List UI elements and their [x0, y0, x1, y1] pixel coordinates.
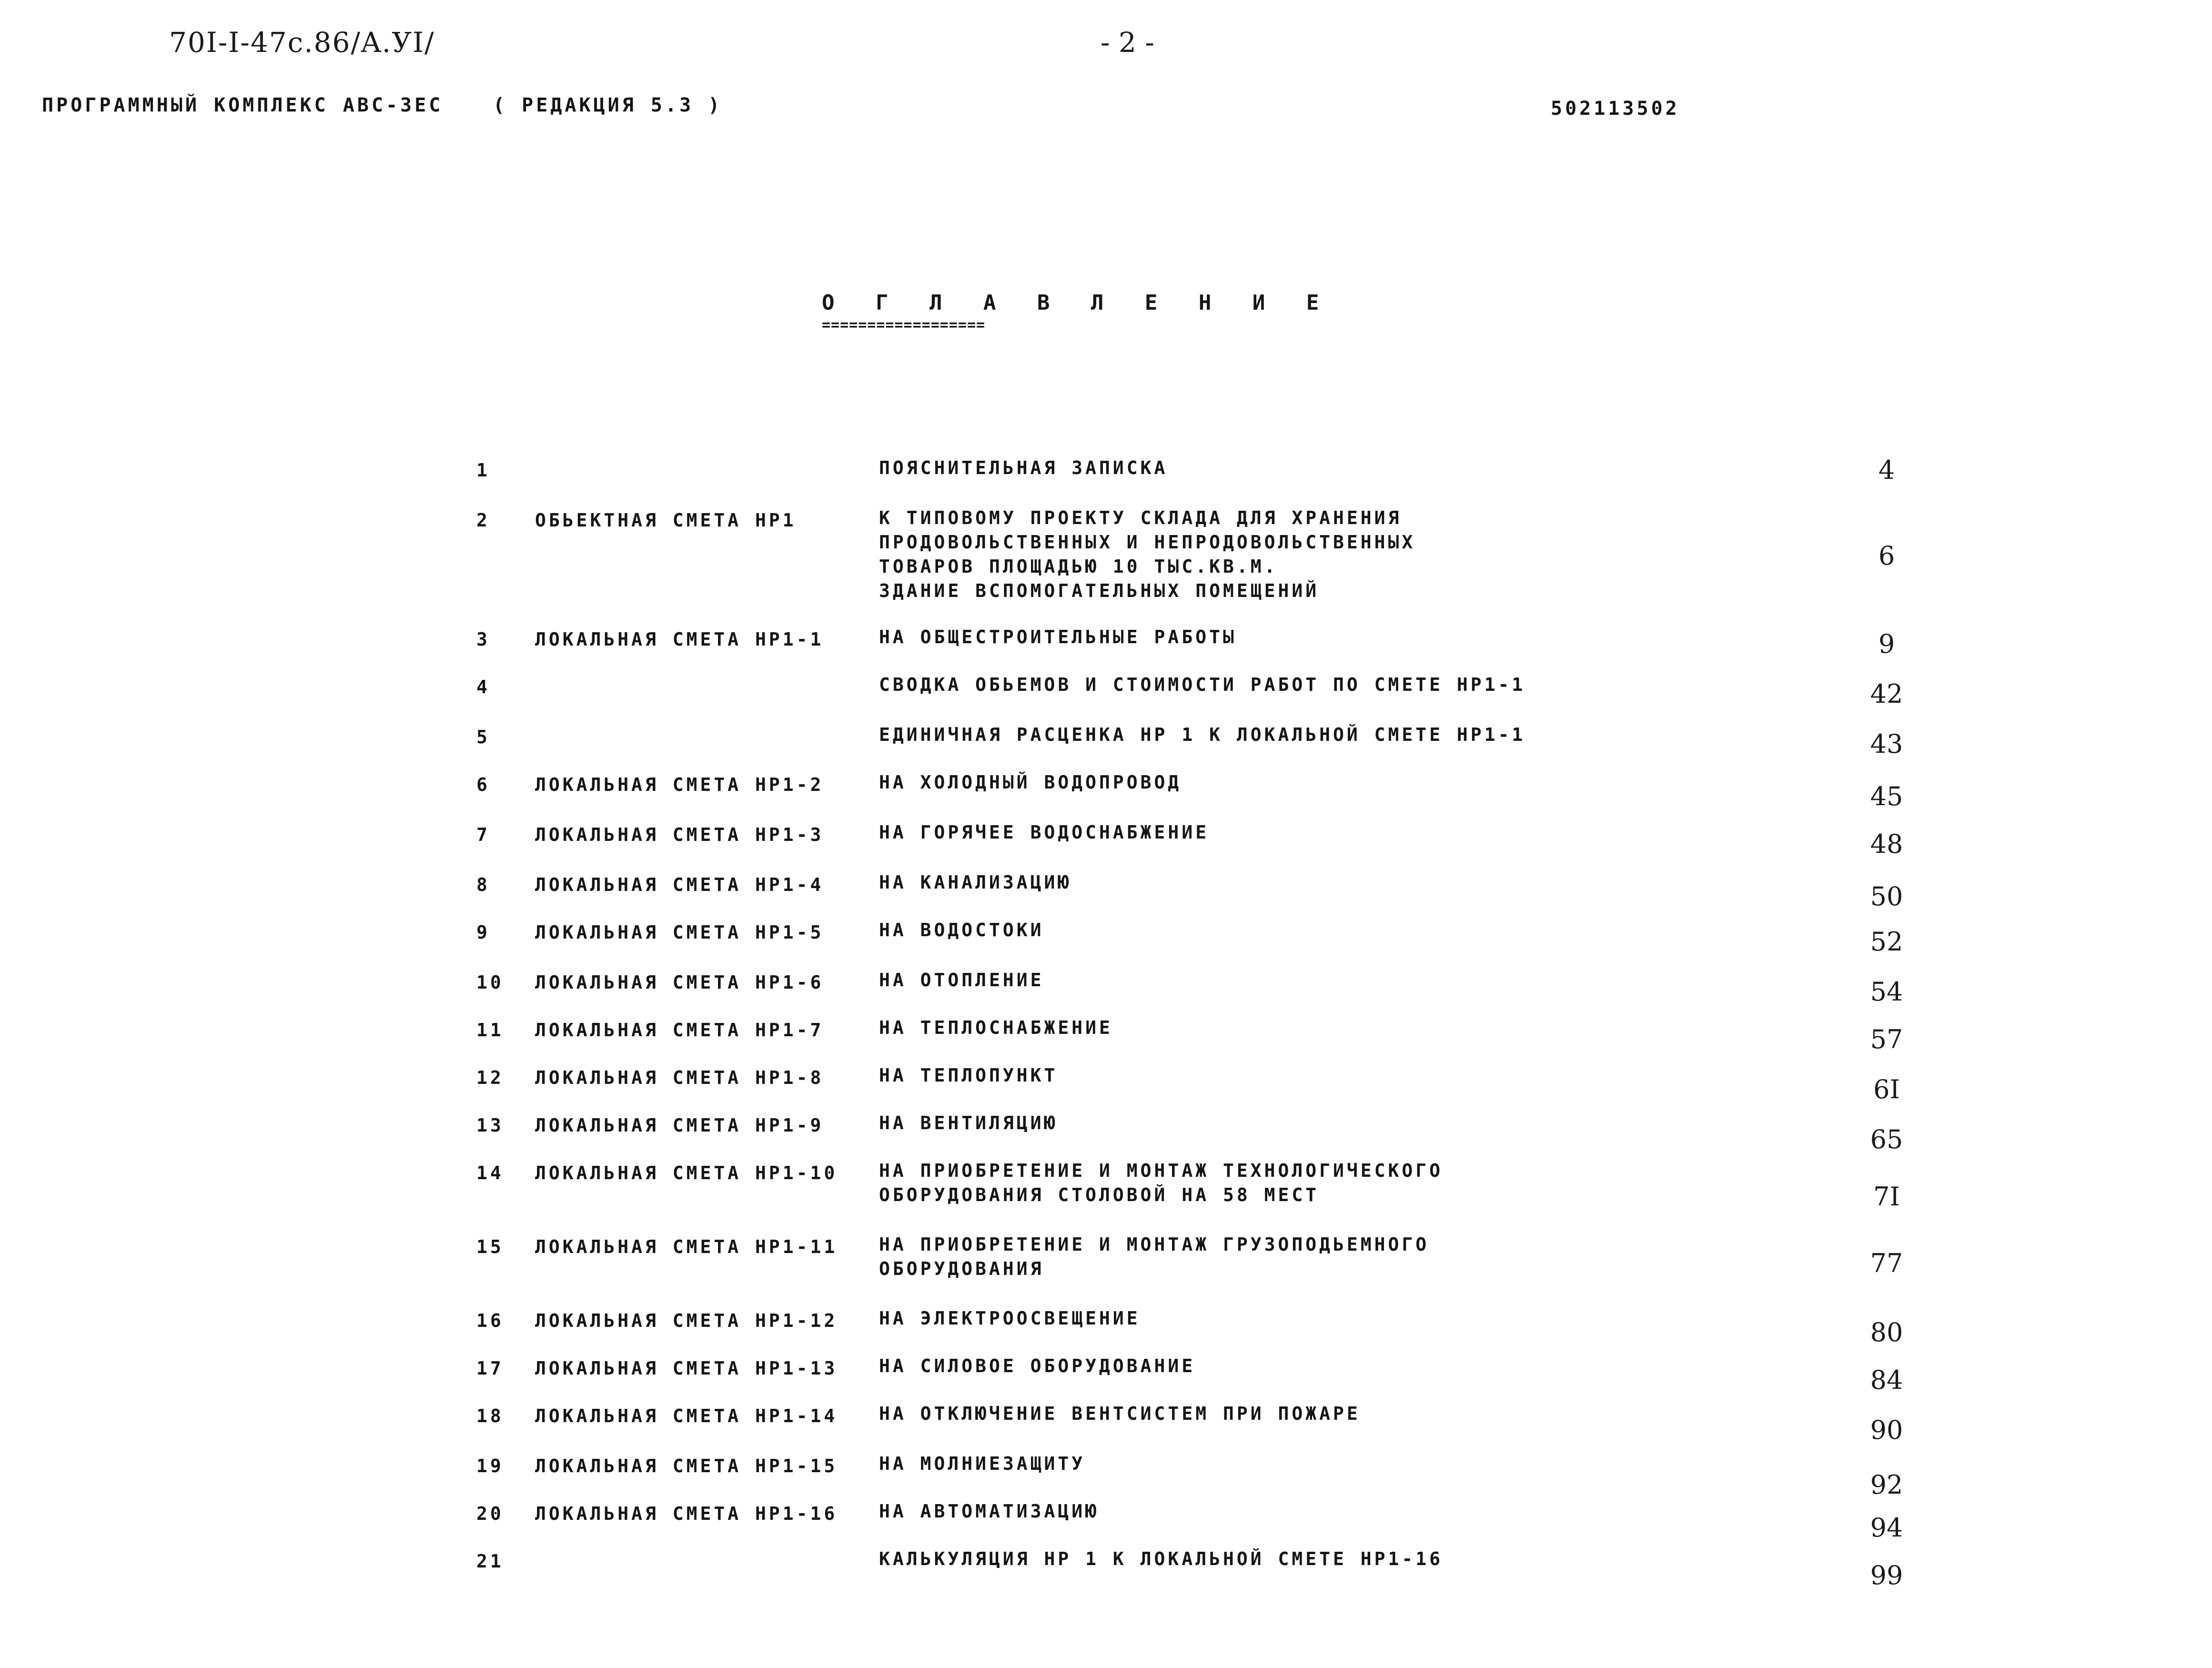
description-line: НА ВЕНТИЛЯЦИЮ [879, 1112, 1058, 1133]
entry-description [879, 625, 1237, 649]
entry-description [879, 1016, 1113, 1040]
entry-description [879, 723, 1525, 747]
entry-estimate-type: ЛОКАЛЬНАЯ СМЕТА НР1-3 [535, 824, 824, 845]
entry-page-number: 48 [1870, 829, 1903, 859]
entry-description [879, 1111, 1058, 1135]
entry-page-number: 9 [1878, 629, 1895, 659]
description-line: ТОВАРОВ ПЛОЩАДЬЮ 10 ТЫС.КВ.М. [879, 556, 1278, 577]
entry-page-number: 57 [1870, 1024, 1903, 1054]
entry-description [879, 918, 1044, 942]
entry-number: 12 [476, 1067, 504, 1088]
description-line: ПОЯСНИТЕЛЬНАЯ ЗАПИСКА [879, 457, 1168, 478]
entry-description [879, 770, 1182, 795]
entry-number: 20 [476, 1503, 504, 1524]
code-number: 502113502 [1551, 98, 1680, 120]
edition-label: ( РЕДАКЦИЯ 5.3 ) [493, 94, 723, 116]
entry-description [879, 506, 1415, 603]
entry-estimate-type: ЛОКАЛЬНАЯ СМЕТА НР1-5 [535, 922, 824, 943]
entry-page-number: 99 [1870, 1560, 1903, 1590]
entry-number: 11 [476, 1020, 504, 1041]
entry-number: 15 [476, 1236, 504, 1257]
entry-number: 21 [476, 1551, 504, 1572]
entry-estimate-type: ЛОКАЛЬНАЯ СМЕТА НР1-16 [535, 1503, 838, 1524]
entry-page-number: 90 [1870, 1415, 1903, 1445]
entry-estimate-type: ЛОКАЛЬНАЯ СМЕТА НР1-7 [535, 1020, 824, 1041]
entry-page-number: 92 [1870, 1470, 1903, 1500]
entry-estimate-type: ЛОКАЛЬНАЯ СМЕТА НР1-4 [535, 874, 824, 895]
entry-page-number: 4 [1878, 455, 1895, 485]
entry-page-number: 50 [1870, 881, 1903, 911]
entry-description [879, 870, 1071, 895]
description-line: НА СИЛОВОЕ ОБОРУДОВАНИЕ [879, 1355, 1196, 1376]
entry-estimate-type: ЛОКАЛЬНАЯ СМЕТА НР1-15 [535, 1456, 838, 1476]
entry-number: 18 [476, 1405, 504, 1426]
program-name: ПРОГРАММНЫЙ КОМПЛЕКС АВС-3ЕС [42, 94, 444, 116]
entry-page-number: 45 [1870, 781, 1903, 811]
entry-number: 6 [476, 774, 490, 795]
toc-title: О Г Л А В Л Е Н И Е [822, 291, 1333, 315]
entry-estimate-type: ЛОКАЛЬНАЯ СМЕТА НР1-6 [535, 972, 824, 993]
entry-estimate-type: ОБЬЕКТНАЯ СМЕТА НР1 [535, 510, 797, 531]
entry-estimate-type: ЛОКАЛЬНАЯ СМЕТА НР1-2 [535, 774, 824, 795]
entry-estimate-type: ЛОКАЛЬНАЯ СМЕТА НР1-9 [535, 1115, 824, 1136]
entry-number: 19 [476, 1456, 504, 1476]
description-line: СВОДКА ОБЬЕМОВ И СТОИМОСТИ РАБОТ ПО СМЕТЕ НР1-1 [879, 674, 1526, 695]
description-line: ОБОРУДОВАНИЯ СТОЛОВОЙ НА 58 МЕСТ [879, 1184, 1320, 1205]
entry-page-number: 77 [1870, 1248, 1903, 1278]
description-line: ОБОРУДОВАНИЯ [879, 1258, 1044, 1279]
description-line: НА ОБЩЕСТРОИТЕЛЬНЫЕ РАБОТЫ [879, 627, 1237, 647]
entry-number: 7 [476, 824, 490, 845]
entry-number: 9 [476, 922, 490, 943]
entry-page-number: 80 [1870, 1317, 1903, 1347]
entry-page-number: 52 [1870, 927, 1903, 957]
description-line: ЕДИНИЧНАЯ РАСЦЕНКА НР 1 К ЛОКАЛЬНОЙ СМЕТЕ НР1-1 [879, 724, 1526, 745]
entry-number: 10 [476, 972, 504, 993]
entry-number: 1 [476, 460, 490, 481]
entry-description [879, 456, 1168, 480]
description-line: ПРОДОВОЛЬСТВЕННЫХ И НЕПРОДОВОЛЬСТВЕННЫХ [879, 532, 1416, 553]
entry-page-number: 54 [1870, 977, 1903, 1007]
entry-description [879, 1159, 1443, 1207]
entry-estimate-type: ЛОКАЛЬНАЯ СМЕТА НР1-8 [535, 1067, 824, 1088]
description-line: НА ПРИОБРЕТЕНИЕ И МОНТАЖ ГРУЗОПОДЬЕМНОГО [879, 1234, 1430, 1255]
entry-number: 14 [476, 1163, 504, 1183]
entry-estimate-type: ЛОКАЛЬНАЯ СМЕТА НР1-10 [535, 1163, 838, 1183]
entry-page-number: 65 [1870, 1124, 1903, 1154]
entry-number: 4 [476, 677, 490, 698]
description-line: НА ПРИОБРЕТЕНИЕ И МОНТАЖ ТЕХНОЛОГИЧЕСКОГО [879, 1160, 1443, 1181]
entry-description [879, 820, 1209, 845]
entry-number: 16 [476, 1310, 504, 1331]
entry-number: 8 [476, 874, 490, 895]
entry-description [879, 1499, 1099, 1524]
entry-number: 5 [476, 727, 490, 748]
page-number: - 2 - [1101, 26, 1154, 59]
entry-page-number: 6 [1878, 541, 1895, 571]
entry-number: 17 [476, 1358, 504, 1379]
entry-estimate-type: ЛОКАЛЬНАЯ СМЕТА НР1-12 [535, 1310, 838, 1331]
entry-estimate-type: ЛОКАЛЬНАЯ СМЕТА НР1-14 [535, 1405, 838, 1426]
entry-page-number: 84 [1870, 1365, 1903, 1395]
entry-number: 2 [476, 510, 490, 531]
entry-page-number: 43 [1870, 729, 1903, 759]
entry-description [879, 673, 1525, 697]
description-line: НА ТЕПЛОСНАБЖЕНИЕ [879, 1017, 1113, 1038]
entry-page-number: 42 [1870, 679, 1903, 709]
description-line: НА ХОЛОДНЫЙ ВОДОПРОВОД [879, 772, 1182, 793]
description-line: НА АВТОМАТИЗАЦИЮ [879, 1501, 1100, 1522]
entry-description [879, 1306, 1141, 1331]
entry-page-number: 94 [1870, 1513, 1903, 1543]
entry-description [879, 1452, 1085, 1476]
description-line: НА ОТКЛЮЧЕНИЕ ВЕНТСИСТЕМ ПРИ ПОЖАРЕ [879, 1403, 1361, 1424]
toc-title-underline: ================== [822, 317, 986, 334]
description-line: НА МОЛНИЕЗАЩИТУ [879, 1453, 1086, 1474]
entry-estimate-type: ЛОКАЛЬНАЯ СМЕТА НР1-11 [535, 1236, 838, 1257]
entry-number: 13 [476, 1115, 504, 1136]
description-line: ЗДАНИЕ ВСПОМОГАТЕЛЬНЫХ ПОМЕЩЕНИЙ [879, 580, 1320, 601]
entry-number: 3 [476, 629, 490, 650]
entry-page-number: 6I [1873, 1074, 1900, 1104]
description-line: НА ВОДОСТОКИ [879, 920, 1044, 940]
document-code: 70I-I-47c.86/A.УI/ [169, 26, 435, 59]
entry-description [879, 1063, 1058, 1088]
description-line: КАЛЬКУЛЯЦИЯ НР 1 К ЛОКАЛЬНОЙ СМЕТЕ НР1-16 [879, 1548, 1443, 1569]
description-line: НА ТЕПЛОПУНКТ [879, 1065, 1058, 1086]
description-line: НА ЭЛЕКТРООСВЕЩЕНИЕ [879, 1308, 1141, 1329]
entry-page-number: 7I [1873, 1182, 1900, 1212]
description-line: К ТИПОВОМУ ПРОЕКТУ СКЛАДА ДЛЯ ХРАНЕНИЯ [879, 507, 1402, 528]
entry-estimate-type: ЛОКАЛЬНАЯ СМЕТА НР1-13 [535, 1358, 838, 1379]
description-line: НА ОТОПЛЕНИЕ [879, 970, 1044, 991]
entry-description [879, 1354, 1195, 1378]
entry-estimate-type: ЛОКАЛЬНАЯ СМЕТА НР1-1 [535, 629, 824, 650]
entry-description [879, 968, 1044, 992]
entry-description [879, 1547, 1443, 1571]
description-line: НА КАНАЛИЗАЦИЮ [879, 872, 1072, 893]
entry-description [879, 1233, 1429, 1281]
description-line: НА ГОРЯЧЕЕ ВОДОСНАБЖЕНИЕ [879, 822, 1210, 843]
entry-description [879, 1402, 1361, 1426]
